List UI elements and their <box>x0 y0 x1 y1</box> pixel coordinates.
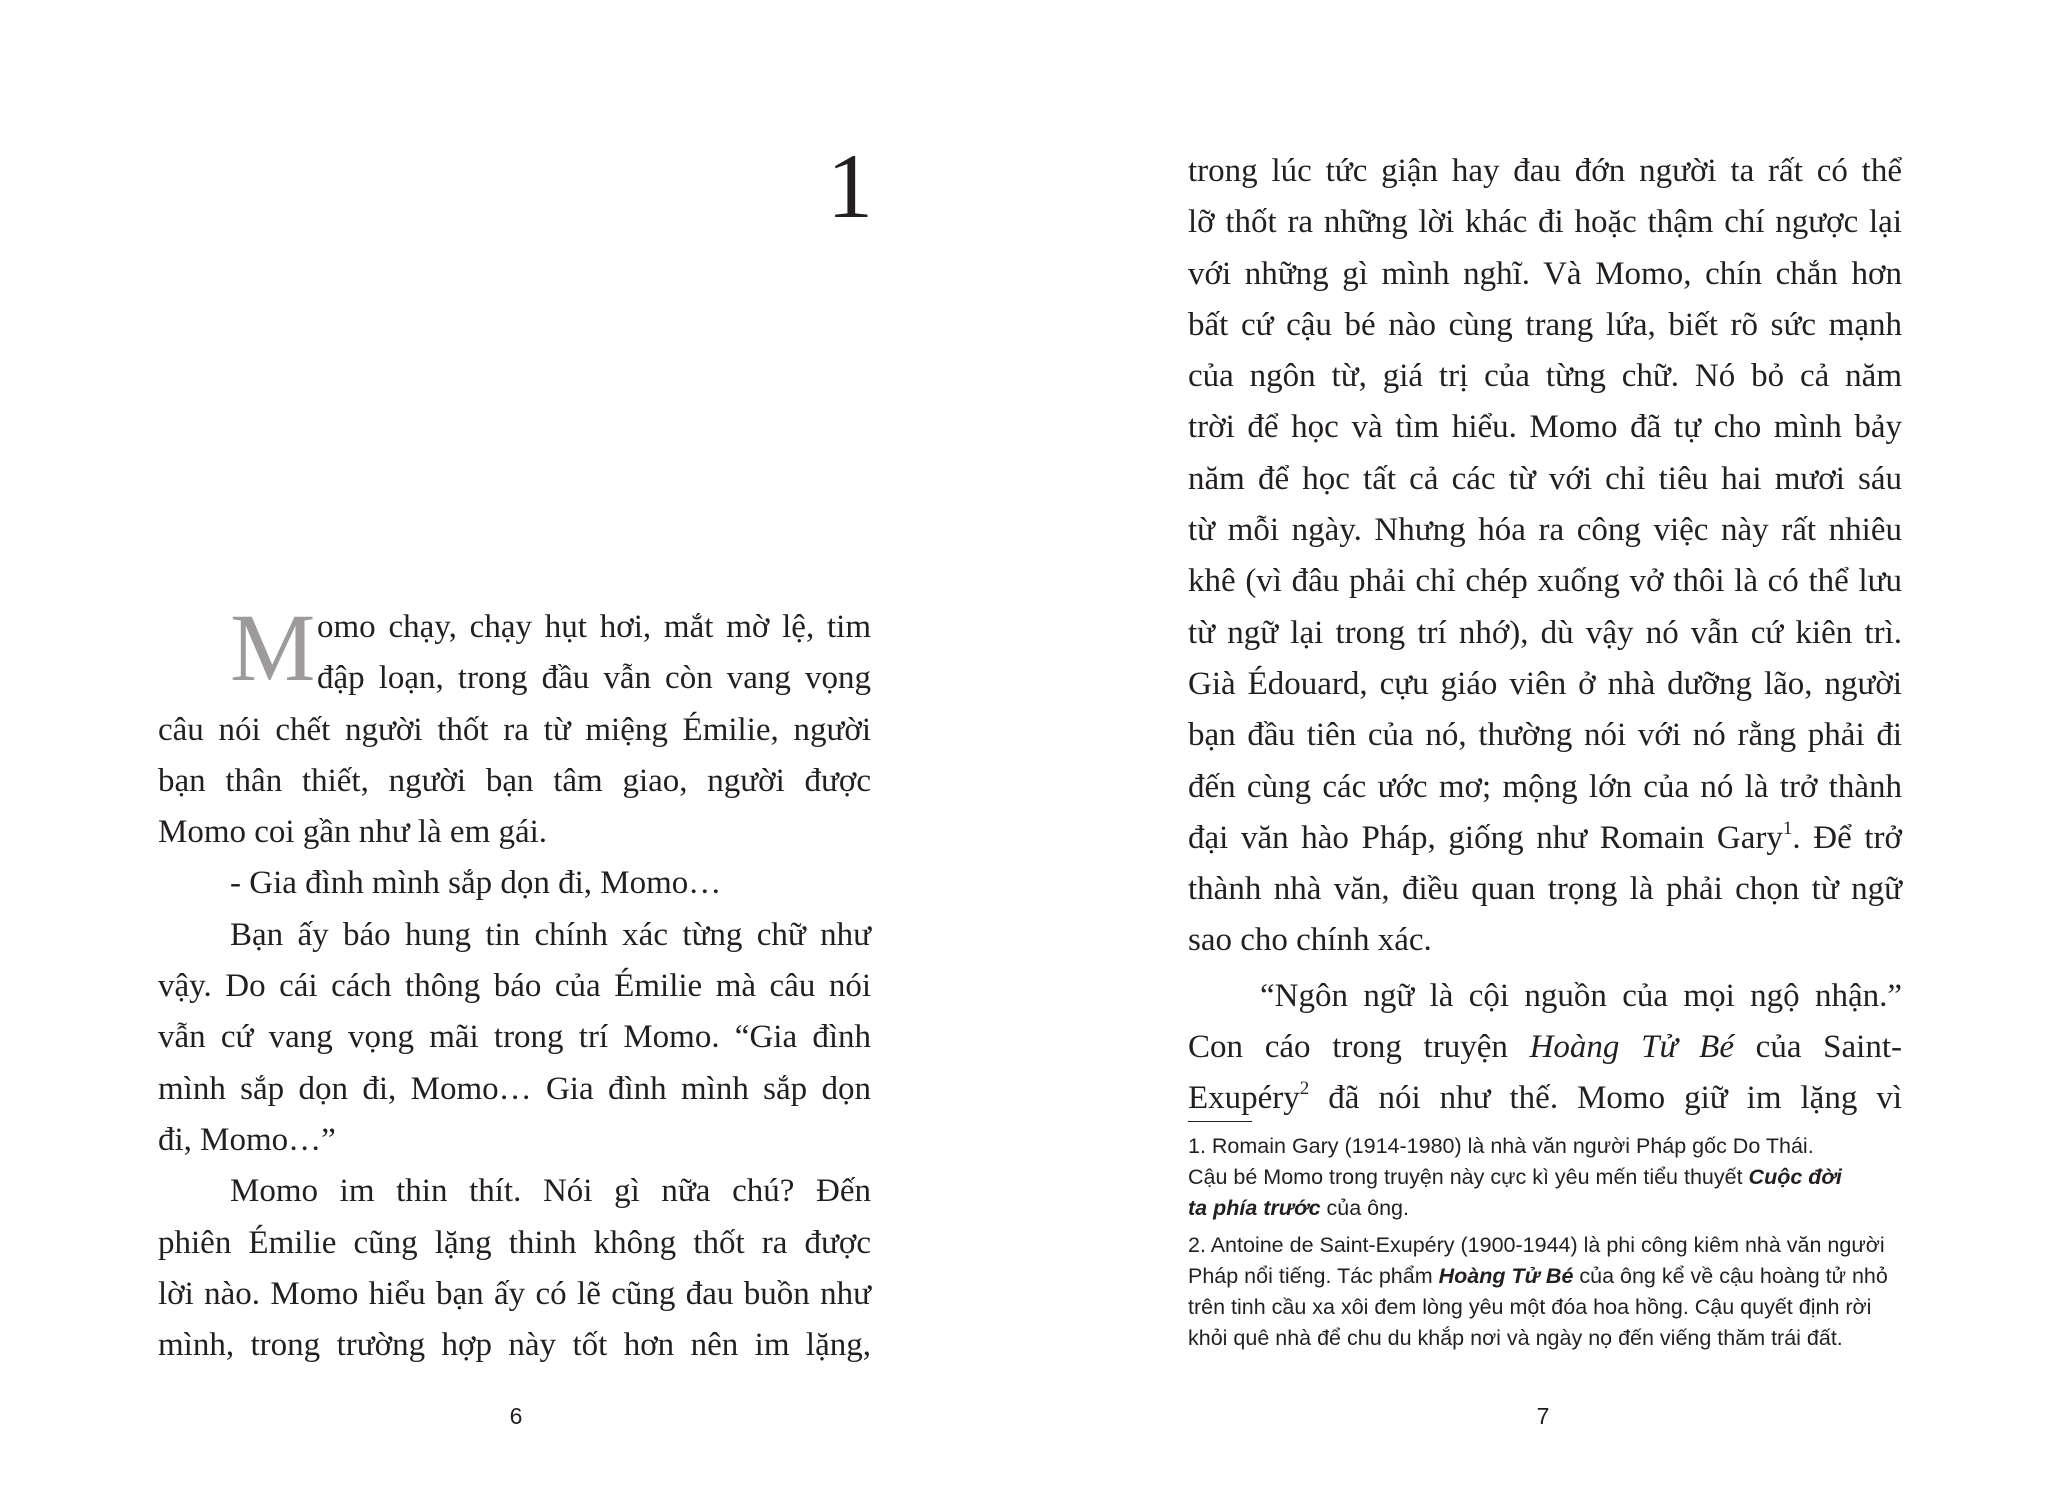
text-line: đi, Momo…” <box>158 1121 336 1158</box>
text-line: từ mỗi ngày. Nhưng hóa ra công việc này rất nhiêu <box>1188 512 1902 549</box>
footnote-line <box>1188 1193 1902 1224</box>
text-fragment: Cậu bé Momo trong truyện này cực kì yêu mến tiểu thuyết <box>1188 1165 1749 1189</box>
book-title: Hoàng Tử Bé <box>1529 1029 1734 1066</box>
dialogue-paragraph <box>158 858 871 909</box>
text-line: Bạn ấy báo hung tin chính xác từng chữ như <box>230 916 871 953</box>
book-title: ta phía trước <box>1188 1196 1321 1220</box>
text-line: Già Édouard, cựu giáo viên ở nhà dưỡng lão, người <box>1188 665 1902 702</box>
footnotes <box>1188 1131 1902 1360</box>
text-line: bạn thân thiết, người bạn tâm giao, người được <box>158 762 871 799</box>
footnote-line: 2. Antoine de Saint-Exupéry (1900-1944) là phi công kiêm nhà văn người <box>1188 1233 1885 1257</box>
footnote-ref-1[interactable]: 1 <box>1782 817 1793 839</box>
left-page-body <box>158 594 871 1371</box>
text-line: omo chạy, chạy hụt hơi, mắt mờ lệ, tim <box>317 609 871 645</box>
text-line <box>1188 1022 1902 1073</box>
book-title: Cuộc đời <box>1748 1165 1842 1189</box>
text-fragment: . Để trở <box>1792 819 1902 856</box>
text-line: - Gia đình mình sắp dọn đi, Momo… <box>230 865 722 902</box>
text-line <box>1188 813 1902 864</box>
text-fragment: đã nói như thế. Momo giữ im lặng vì <box>1309 1080 1902 1117</box>
text-line: bạn đầu tiên của nó, thường nói với nó rằng phải đi <box>1188 717 1902 754</box>
text-line: phiên Émilie cũng lặng thinh không thốt ra được <box>158 1224 871 1261</box>
text-fragment: Con cáo trong truyện <box>1188 1029 1530 1066</box>
footnote-1 <box>1188 1131 1902 1224</box>
text-line: lỡ thốt ra những lời khác đi hoặc thậm chí ngược lại <box>1188 204 1902 241</box>
footnote-line <box>1188 1261 1902 1292</box>
text-fragment: Pháp nổi tiếng. Tác phẩm <box>1188 1264 1439 1288</box>
page-number-right: 7 <box>1536 1403 1550 1429</box>
text-line: sao cho chính xác. <box>1188 922 1432 959</box>
text-line: từ ngữ lại trong trí nhớ), dù vậy nó vẫn cứ kiên trì. <box>1188 614 1902 651</box>
page-number-left: 6 <box>509 1403 523 1429</box>
opening-paragraph <box>158 594 871 858</box>
text-line: trong lúc tức giận hay đau đớn người ta rất có thể <box>1188 153 1902 189</box>
right-page-body <box>1188 146 1902 1125</box>
drop-cap: M <box>230 594 316 701</box>
paragraph <box>1188 146 1902 967</box>
footnote-line: khỏi quê nhà để chu du khắp nơi và ngày nọ đến viếng thăm trái đất. <box>1188 1326 1843 1350</box>
text-line: của ngôn từ, giá trị của từng chữ. Nó bỏ cả năm <box>1188 358 1902 395</box>
paragraph <box>158 1166 871 1371</box>
text-line <box>1188 1073 1902 1124</box>
footnote-2 <box>1188 1230 1902 1354</box>
text-line: Momo coi gần như là em gái. <box>158 814 548 851</box>
footnote-line: 1. Romain Gary (1914-1980) là nhà văn người Pháp gốc Do Thái. <box>1188 1134 1814 1158</box>
text-line: Momo im thin thít. Nói gì nữa chú? Đến <box>230 1173 871 1210</box>
text-line: câu nói chết người thốt ra từ miệng Émilie, người <box>158 711 871 748</box>
text-fragment: của ông. <box>1320 1196 1409 1220</box>
book-title: Hoàng Tử Bé <box>1438 1264 1574 1288</box>
footnote-line <box>1188 1162 1902 1193</box>
text-line: bất cứ cậu bé nào cùng trang lứa, biết rõ sức mạnh <box>1188 306 1902 343</box>
text-line: lời nào. Momo hiểu bạn ấy có lẽ cũng đau buồn như <box>158 1275 871 1312</box>
text-fragment: của ông kể về cậu hoàng tử nhỏ <box>1573 1264 1888 1288</box>
footnote-line: trên tinh cầu xa xôi đem lòng yêu một đóa hoa hồng. Cậu quyết định rời <box>1188 1295 1872 1319</box>
text-line: vậy. Do cái cách thông báo của Émilie mà câu nói <box>158 968 871 1005</box>
text-line: trời để học và tìm hiểu. Momo đã tự cho mình bảy <box>1188 409 1902 446</box>
footnote-ref-2[interactable]: 2 <box>1299 1078 1310 1100</box>
text-line: với những gì mình nghĩ. Và Momo, chín chắn hơn <box>1188 255 1902 292</box>
text-line: thành nhà văn, điều quan trọng là phải chọn từ ngữ <box>1188 871 1902 908</box>
text-fragment: của Saint- <box>1733 1029 1902 1066</box>
text-line: khê (vì đâu phải chỉ chép xuống vở thôi là có thể lưu <box>1188 563 1902 600</box>
text-line: “Ngôn ngữ là cội nguồn của mọi ngộ nhận.” <box>1260 977 1902 1014</box>
text-fragment: đại văn hào Pháp, giống như Romain Gary <box>1188 819 1783 856</box>
text-line: vẫn cứ vang vọng mãi trong trí Momo. “Gia đình <box>158 1019 871 1056</box>
paragraph <box>158 910 871 1166</box>
chapter-number: 1 <box>827 135 873 237</box>
text-line: năm để học tất cả các từ với chỉ tiêu hai mươi sáu <box>1188 460 1902 497</box>
text-line: mình sắp dọn đi, Momo… Gia đình mình sắp dọn <box>158 1070 871 1107</box>
footnote-divider <box>1188 1121 1252 1122</box>
text-line: đến cùng các ước mơ; mộng lớn của nó là trở thành <box>1188 768 1902 805</box>
text-fragment: Exupéry <box>1188 1080 1300 1117</box>
text-line: mình, trong trường hợp này tốt hơn nên im lặng, <box>158 1327 871 1364</box>
text-line: đập loạn, trong đầu vẫn còn vang vọng <box>317 660 871 697</box>
paragraph <box>1188 971 1902 1125</box>
